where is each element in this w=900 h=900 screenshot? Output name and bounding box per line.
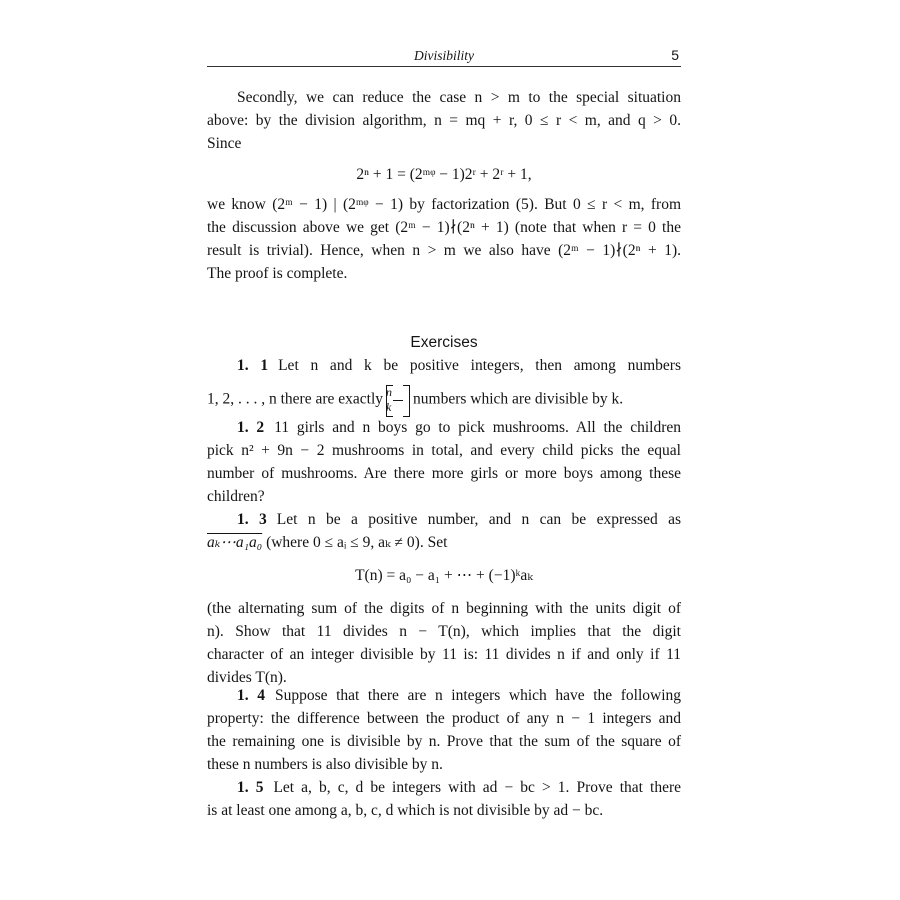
text-line (207, 508, 681, 531)
text-line: The proof is complete. (207, 265, 348, 282)
text-line (207, 416, 681, 439)
exercise-text: Suppose that there are n integers which have the following (274, 687, 681, 704)
text-line: the remaining one is divisible by n. Prove that the sum of the square of (207, 733, 681, 750)
exercise-1-1 (207, 354, 681, 415)
text-line: property: the difference between the product of any n − 1 integers and (207, 710, 681, 727)
text-line: pick n² + 9n − 2 mushrooms in total, and every child picks the equal (207, 442, 681, 459)
exercise-1-4 (207, 684, 681, 776)
text-line: result is trivial). Hence, when n > m we also have (2ᵐ − 1)∤(2ⁿ + 1). (207, 242, 681, 259)
text-line (207, 531, 681, 554)
page-number: 5 (671, 47, 679, 63)
exercise-text: numbers which are divisible by k. (413, 390, 624, 408)
proof-paragraph-1 (207, 86, 681, 155)
text-line: these n numbers is also divisible by n. (207, 756, 443, 773)
equation-1 (207, 163, 681, 186)
proof-paragraph-2 (207, 193, 681, 285)
floor-fraction (386, 385, 410, 415)
exercise-text: (where 0 ≤ aᵢ ≤ 9, aₖ ≠ 0). Set (266, 534, 448, 551)
exercise-number: 1. 1 (237, 357, 269, 374)
exercises-heading-block (207, 331, 681, 354)
page-header (207, 46, 681, 67)
exercise-text: 1, 2, . . . , n there are exactly (207, 390, 384, 408)
exercise-text: Let a, b, c, d be integers with ad − bc > 1. Prove that there (273, 779, 682, 796)
exercise-1-3 (207, 508, 681, 689)
fraction-denominator: k (386, 400, 392, 414)
text-line: above: by the division algorithm, n = mq + r, 0 ≤ r < m, and q > 0. (207, 112, 681, 129)
text-line: children? (207, 488, 265, 505)
right-bracket (403, 385, 410, 417)
text-line: (the alternating sum of the digits of n beginning with the units digit of (207, 600, 681, 617)
running-title: Divisibility (414, 48, 474, 63)
exercise-1-5 (207, 776, 681, 822)
text-line: n). Show that 11 divides n − T(n), which implies that the digit (207, 623, 681, 640)
text-line (207, 385, 681, 415)
display-equation: T(n) = a₀ − a₁ + ⋯ + (−1)ᵏaₖ (355, 567, 533, 584)
exercise-text: Let n and k be positive integers, then among numbers (278, 357, 681, 374)
exercise-text: 11 girls and n boys go to pick mushrooms. All the children (274, 419, 682, 436)
text-line: the discussion above we get (2ᵐ − 1)∤(2ⁿ + 1) (note that when r = 0 the (207, 219, 681, 236)
exercises-heading: Exercises (410, 334, 478, 351)
display-equation: 2ⁿ + 1 = (2ᵐᵠ − 1)2ʳ + 2ʳ + 1, (356, 166, 532, 183)
text-line: character of an integer divisible by 11 is: 11 divides n if and only if 11 (207, 646, 681, 663)
fraction-numerator: n (386, 385, 393, 399)
exercise-number: 1. 5 (237, 779, 264, 796)
exercise-number: 1. 3 (237, 511, 267, 528)
text-line: is at least one among a, b, c, d which is not divisible by ad − bc. (207, 802, 604, 819)
text-line (207, 776, 681, 799)
text-line (207, 684, 681, 707)
digit-expansion: aₖ⋯a₁a₀ (207, 534, 263, 551)
exercise-text: Let n be a positive number, and n can be expressed as (276, 511, 681, 528)
text-line: we know (2ᵐ − 1) | (2ᵐᵠ − 1) by factorization (5). But 0 ≤ r < m, from (207, 196, 681, 213)
text-line: number of mushrooms. Are there more girls or more boys among these (207, 465, 681, 482)
text-line: divides T(n). (207, 669, 287, 686)
text-line: Secondly, we can reduce the case n > m to the special situation (237, 89, 681, 106)
exercise-number: 1. 4 (237, 687, 265, 704)
exercise-number: 1. 2 (237, 419, 265, 436)
text-line (207, 354, 681, 377)
exercise-1-2 (207, 416, 681, 508)
text-line: Since (207, 135, 242, 152)
